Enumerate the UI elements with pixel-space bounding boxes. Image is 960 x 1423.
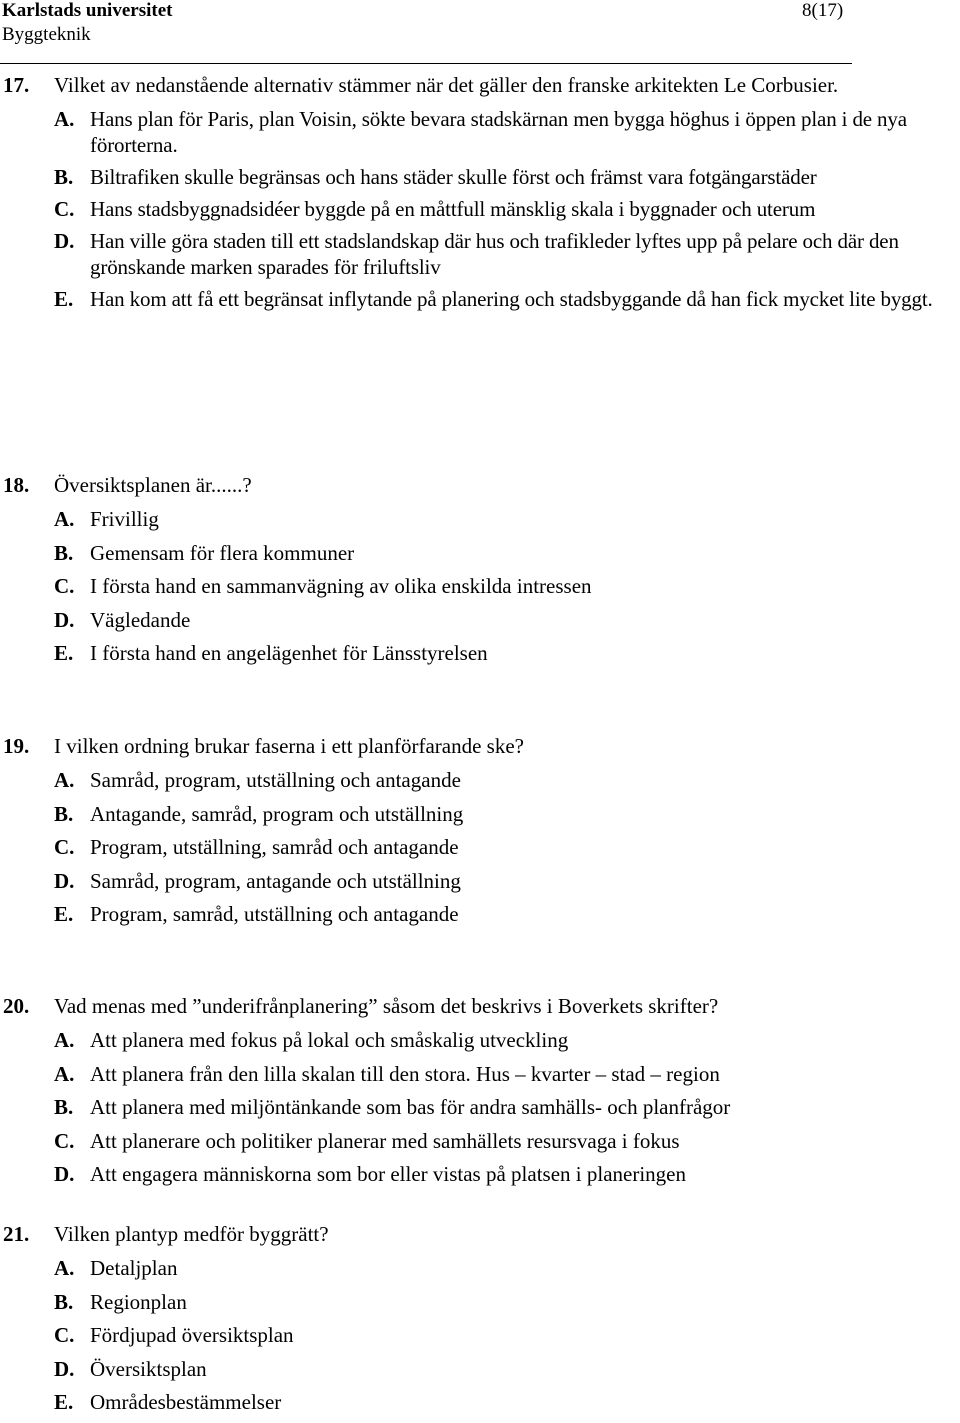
option-text: Att planera med miljöntänkande som bas för andra samhälls- och planfrågor xyxy=(90,1095,731,1119)
option-text: Samråd, program, utställning och antagande xyxy=(90,768,461,792)
question-20 xyxy=(0,993,960,1195)
option-e xyxy=(0,286,960,312)
option-text: Antagande, samråd, program och utställning xyxy=(90,801,464,826)
option-text: Han ville göra staden till ett stadslandskap där hus och trafikleder lyftes upp på pelare och där den grönskande marken sparades för friluftsliv xyxy=(90,229,899,279)
question-text: I vilken ordning brukar faserna i ett planförfarande ske? xyxy=(54,734,524,758)
option-letter: C. xyxy=(54,197,75,221)
option-c xyxy=(0,834,960,860)
question-row xyxy=(0,472,960,498)
option-letter: B. xyxy=(54,801,74,826)
option-letter: C. xyxy=(54,1128,75,1153)
option-b xyxy=(0,1094,960,1120)
header-divider xyxy=(0,63,852,64)
option-text: Hans stadsbyggnadsidéer byggde på en måttfull mänsklig skala i byggnader och uterum xyxy=(90,197,816,221)
option-letter: A. xyxy=(54,1028,75,1052)
question-text: Vilken plantyp medför byggrätt? xyxy=(54,1222,329,1246)
option-letter: C. xyxy=(54,574,75,598)
question-text: Vad menas med ”underifrånplanering” såsom det beskrivs i Boverkets skrifter? xyxy=(54,994,719,1018)
option-text: Att planera från den lilla skalan till den stora. Hus – kvarter – stad – region xyxy=(90,1061,720,1086)
option-b xyxy=(0,1289,960,1315)
option-letter: E. xyxy=(54,1390,74,1414)
question-number: 18. xyxy=(3,473,30,497)
page-number: 8(17) xyxy=(802,0,844,21)
options-list xyxy=(0,106,960,312)
option-a xyxy=(0,1027,960,1053)
question-19 xyxy=(0,733,960,935)
option-letter: D. xyxy=(54,1162,75,1186)
question-17 xyxy=(0,72,960,318)
question-text: Översiktsplanen är......? xyxy=(54,473,252,497)
option-text: Program, samråd, utställning och antagande xyxy=(90,902,459,926)
options-list xyxy=(0,767,960,927)
option-letter: A. xyxy=(54,1061,75,1086)
option-c xyxy=(0,1128,960,1154)
option-letter: B. xyxy=(54,1289,74,1314)
option-letter: A. xyxy=(54,1256,75,1280)
option-text: Hans plan för Paris, plan Voisin, sökte bevara stadskärnan men bygga höghus i öppen plan i de nya förorterna. xyxy=(90,107,907,157)
option-letter: E. xyxy=(54,641,74,665)
option-text: Detaljplan xyxy=(90,1256,178,1280)
option-d xyxy=(0,228,960,280)
option-text: Regionplan xyxy=(90,1289,187,1314)
options-list xyxy=(0,506,960,666)
options-list xyxy=(0,1255,960,1415)
question-text: Vilket av nedanstående alternativ stämmer när det gäller den franske arkitekten Le Corbusier. xyxy=(54,73,839,97)
option-c xyxy=(0,1322,960,1348)
question-row xyxy=(0,993,960,1019)
option-b xyxy=(0,164,960,190)
option-d xyxy=(0,607,960,633)
option-b xyxy=(0,801,960,827)
option-letter: C. xyxy=(54,835,75,859)
university-name: Karlstads universitet xyxy=(2,0,173,21)
option-text: Gemensam för flera kommuner xyxy=(90,540,355,565)
header-left xyxy=(2,0,172,46)
option-text: Att engagera människorna som bor eller vistas på platsen i planeringen xyxy=(90,1162,686,1186)
option-text: Översiktsplan xyxy=(90,1356,207,1381)
option-d xyxy=(0,868,960,894)
option-letter: E. xyxy=(54,287,74,311)
option-text: Biltrafiken skulle begränsas och hans städer skulle först och främst vara fotgängarstäder xyxy=(90,165,817,189)
question-row xyxy=(0,72,960,98)
option-letter: B. xyxy=(54,1095,74,1119)
option-letter: A. xyxy=(54,507,75,531)
option-text: Frivillig xyxy=(90,507,159,531)
question-21 xyxy=(0,1221,960,1423)
option-letter: D. xyxy=(54,607,75,632)
option-a xyxy=(0,767,960,793)
question-number: 17. xyxy=(3,73,30,97)
option-c xyxy=(0,573,960,599)
option-d xyxy=(0,1161,960,1187)
options-list xyxy=(0,1027,960,1187)
option-a xyxy=(0,506,960,532)
option-e xyxy=(0,640,960,666)
question-row xyxy=(0,1221,960,1247)
option-text: Program, utställning, samråd och antagande xyxy=(90,835,459,859)
option-letter: A. xyxy=(54,107,75,131)
option-text: Fördjupad översiktsplan xyxy=(90,1323,294,1347)
option-text: Områdesbestämmelser xyxy=(90,1390,282,1414)
option-a xyxy=(0,1255,960,1281)
option-letter: A. xyxy=(54,768,75,792)
option-letter: D. xyxy=(54,868,75,893)
question-number: 21. xyxy=(3,1222,30,1246)
option-letter: E. xyxy=(54,902,74,926)
option-e xyxy=(0,901,960,927)
option-letter: D. xyxy=(54,229,75,253)
option-c xyxy=(0,196,960,222)
question-number: 20. xyxy=(3,994,30,1018)
option-text: Att planera med fokus på lokal och småskalig utveckling xyxy=(90,1028,569,1052)
option-a-2 xyxy=(0,1061,960,1087)
option-e xyxy=(0,1389,960,1415)
question-number: 19. xyxy=(3,734,30,758)
option-a xyxy=(0,106,960,158)
option-d xyxy=(0,1356,960,1382)
question-18 xyxy=(0,472,960,674)
option-letter: B. xyxy=(54,165,74,189)
option-text: Samråd, program, antagande och utställning xyxy=(90,868,461,893)
option-letter: B. xyxy=(54,540,74,565)
option-text: Vägledande xyxy=(90,607,191,632)
option-text: I första hand en sammanvägning av olika enskilda intressen xyxy=(90,574,592,598)
option-letter: D. xyxy=(54,1356,75,1381)
option-text: Att planerare och politiker planerar med samhällets resursvaga i fokus xyxy=(90,1128,680,1153)
option-text: I första hand en angelägenhet för Länsstyrelsen xyxy=(90,641,488,665)
option-letter: C. xyxy=(54,1323,75,1347)
option-text: Han kom att få ett begränsat inflytande på planering och stadsbyggande då han fick mycket lite byggt. xyxy=(90,287,933,311)
option-b xyxy=(0,540,960,566)
department-name: Byggteknik xyxy=(2,24,91,45)
question-row xyxy=(0,733,960,759)
